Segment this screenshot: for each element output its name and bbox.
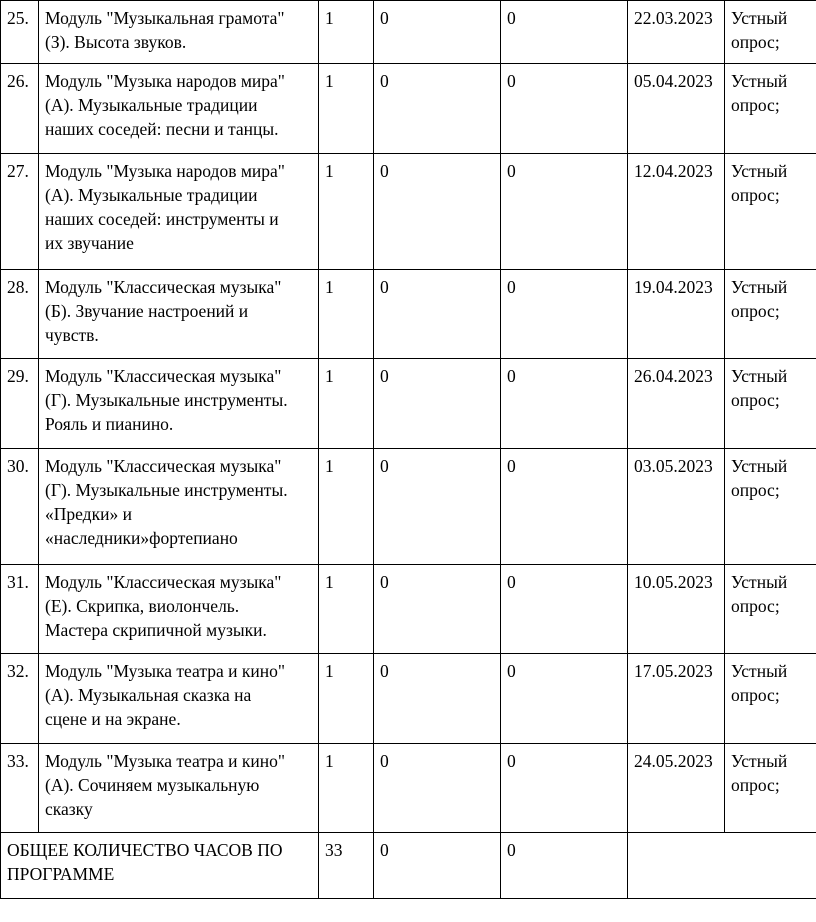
table-row <box>1 565 816 654</box>
hours-practical-work: 0 <box>501 1 628 64</box>
table-row <box>1 449 816 565</box>
total-label-line: ПРОГРАММЕ <box>7 864 115 884</box>
hours-practical-work: 0 <box>501 154 628 270</box>
control-form <box>725 359 816 449</box>
hours-control-work: 0 <box>374 359 501 449</box>
control-line: Устный <box>731 661 788 681</box>
table-row <box>1 154 816 270</box>
control-line: Устный <box>731 456 788 476</box>
hours-total: 1 <box>319 449 374 565</box>
topic-line: сказку <box>45 799 93 819</box>
control-form <box>725 654 816 744</box>
lesson-date: 26.04.2023 <box>628 359 725 449</box>
control-form <box>725 449 816 565</box>
topic-line: наших соседей: инструменты и <box>45 209 279 229</box>
lesson-number: 33. <box>1 744 39 833</box>
total-row <box>1 833 816 899</box>
topic-line: (А). Музыкальные традиции <box>45 95 258 115</box>
hours-practical-work: 0 <box>501 359 628 449</box>
control-line: Устный <box>731 572 788 592</box>
topic-line: (Е). Скрипка, виолончель. <box>45 596 240 616</box>
topic-line: (А). Сочиняем музыкальную <box>45 775 260 795</box>
control-line: Устный <box>731 161 788 181</box>
hours-practical-work: 0 <box>501 565 628 654</box>
lesson-topic <box>39 744 319 833</box>
control-line: Устный <box>731 277 788 297</box>
control-form <box>725 270 816 359</box>
topic-line: (А). Музыкальные традиции <box>45 185 258 205</box>
topic-line: Модуль "Музыка народов мира" <box>45 71 285 91</box>
hours-control-work: 0 <box>374 270 501 359</box>
hours-practical-work: 0 <box>501 744 628 833</box>
lesson-number: 29. <box>1 359 39 449</box>
hours-total: 1 <box>319 359 374 449</box>
hours-total: 1 <box>319 154 374 270</box>
lesson-date: 12.04.2023 <box>628 154 725 270</box>
table-row <box>1 654 816 744</box>
hours-control-work: 0 <box>374 154 501 270</box>
lesson-topic <box>39 1 319 64</box>
lesson-number: 32. <box>1 654 39 744</box>
hours-practical-work: 0 <box>501 270 628 359</box>
lesson-number: 26. <box>1 64 39 154</box>
lesson-date: 03.05.2023 <box>628 449 725 565</box>
control-line: Устный <box>731 8 788 28</box>
hours-total: 1 <box>319 1 374 64</box>
control-line: опрос; <box>731 775 780 795</box>
hours-control-work: 0 <box>374 744 501 833</box>
total-label <box>1 833 319 899</box>
hours-total: 1 <box>319 654 374 744</box>
topic-line: (З). Высота звуков. <box>45 32 187 52</box>
control-form <box>725 64 816 154</box>
control-form <box>725 1 816 64</box>
topic-line: «Предки» и <box>45 504 132 524</box>
topic-line: их звучание <box>45 233 134 253</box>
control-line: опрос; <box>731 301 780 321</box>
topic-line: Модуль "Музыка народов мира" <box>45 161 285 181</box>
lesson-topic <box>39 64 319 154</box>
table-body <box>1 1 816 833</box>
hours-control-work: 0 <box>374 64 501 154</box>
topic-line: Модуль "Классическая музыка" <box>45 572 282 592</box>
hours-control-work: 0 <box>374 449 501 565</box>
lesson-date: 24.05.2023 <box>628 744 725 833</box>
topic-line: Модуль "Музыка театра и кино" <box>45 751 285 771</box>
lesson-number: 30. <box>1 449 39 565</box>
control-line: Устный <box>731 71 788 91</box>
hours-practical-work: 0 <box>501 449 628 565</box>
control-line: опрос; <box>731 95 780 115</box>
lesson-topic <box>39 154 319 270</box>
table-footer <box>1 833 816 899</box>
lesson-topic <box>39 270 319 359</box>
control-form <box>725 565 816 654</box>
table-row <box>1 744 816 833</box>
hours-control-work: 0 <box>374 565 501 654</box>
lesson-date: 05.04.2023 <box>628 64 725 154</box>
total-label-line: ОБЩЕЕ КОЛИЧЕСТВО ЧАСОВ ПО <box>7 840 283 860</box>
lesson-date: 10.05.2023 <box>628 565 725 654</box>
hours-control-work: 0 <box>374 1 501 64</box>
lesson-topic <box>39 449 319 565</box>
control-line: опрос; <box>731 32 780 52</box>
topic-line: Модуль "Классическая музыка" <box>45 277 282 297</box>
table-row <box>1 270 816 359</box>
hours-total: 1 <box>319 64 374 154</box>
total-control-work: 0 <box>374 833 501 899</box>
topic-line: Модуль "Музыка театра и кино" <box>45 661 285 681</box>
total-empty-cell <box>628 833 816 899</box>
hours-practical-work: 0 <box>501 64 628 154</box>
topic-line: (А). Музыкальная сказка на <box>45 685 252 705</box>
control-form <box>725 744 816 833</box>
lesson-topic <box>39 654 319 744</box>
topic-line: Модуль "Музыкальная грамота" <box>45 8 285 28</box>
lesson-topic <box>39 359 319 449</box>
topic-line: (Б). Звучание настроений и <box>45 301 249 321</box>
hours-total: 1 <box>319 744 374 833</box>
hours-total: 1 <box>319 270 374 359</box>
control-line: опрос; <box>731 390 780 410</box>
control-line: Устный <box>731 751 788 771</box>
control-line: опрос; <box>731 480 780 500</box>
control-line: опрос; <box>731 596 780 616</box>
control-line: опрос; <box>731 185 780 205</box>
lesson-number: 28. <box>1 270 39 359</box>
lesson-number: 31. <box>1 565 39 654</box>
lesson-date: 17.05.2023 <box>628 654 725 744</box>
lesson-number: 27. <box>1 154 39 270</box>
control-form <box>725 154 816 270</box>
topic-line: (Г). Музыкальные инструменты. <box>45 390 288 410</box>
topic-line: Модуль "Классическая музыка" <box>45 456 282 476</box>
lesson-number: 25. <box>1 1 39 64</box>
table-row <box>1 359 816 449</box>
topic-line: Мастера скрипичной музыки. <box>45 620 267 640</box>
lesson-topic <box>39 565 319 654</box>
topic-line: чувств. <box>45 325 99 345</box>
lesson-date: 22.03.2023 <box>628 1 725 64</box>
table-row <box>1 1 816 64</box>
hours-practical-work: 0 <box>501 654 628 744</box>
lesson-date: 19.04.2023 <box>628 270 725 359</box>
hours-control-work: 0 <box>374 654 501 744</box>
hours-total: 1 <box>319 565 374 654</box>
table-row <box>1 64 816 154</box>
topic-line: наших соседей: песни и танцы. <box>45 119 279 139</box>
control-line: Устный <box>731 366 788 386</box>
topic-line: Модуль "Классическая музыка" <box>45 366 282 386</box>
topic-line: (Г). Музыкальные инструменты. <box>45 480 288 500</box>
total-hours: 33 <box>319 833 374 899</box>
topic-line: «наследники»фортепиано <box>45 528 238 548</box>
topic-line: Рояль и пианино. <box>45 414 174 434</box>
control-line: опрос; <box>731 685 780 705</box>
topic-line: сцене и на экране. <box>45 709 181 729</box>
total-practical-work: 0 <box>501 833 628 899</box>
